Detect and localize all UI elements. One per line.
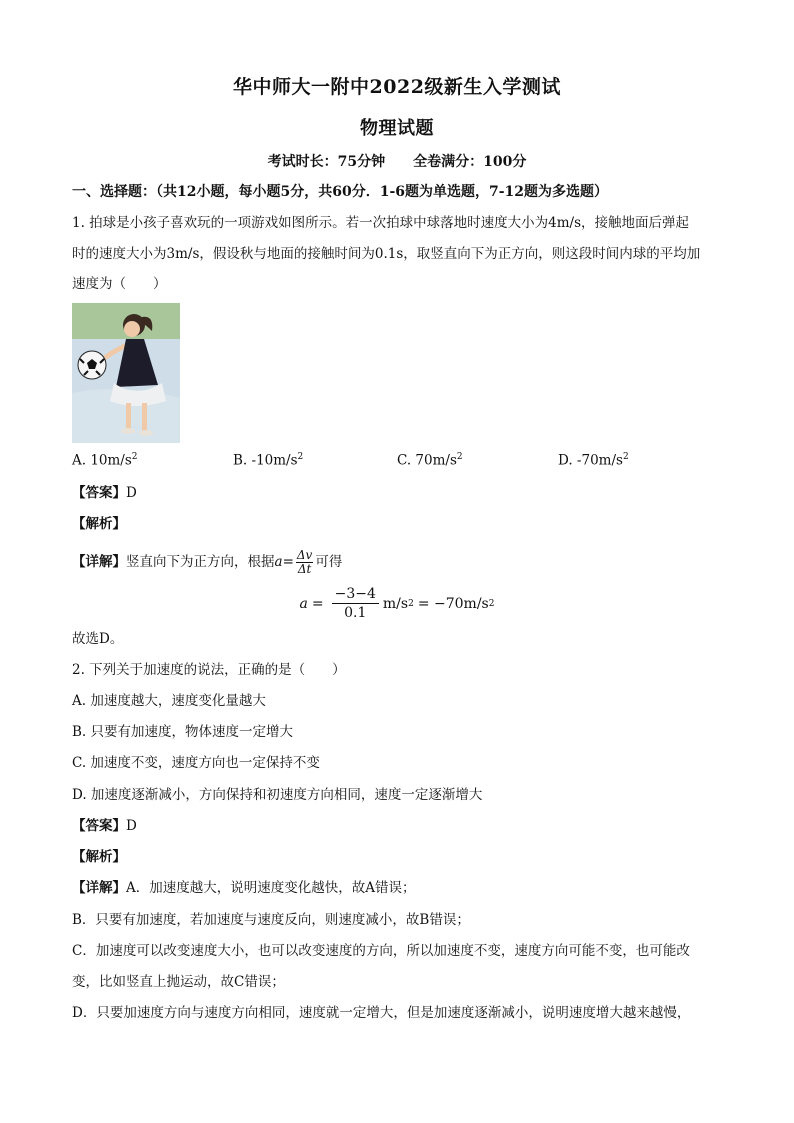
- q2-answer: 【答案】D: [72, 818, 137, 834]
- formula-fraction: $\frac{-3-4}{0.1}$: [332, 585, 379, 622]
- section-heading: 一、选择题：（共12小题，每小题5分，共60分．1-6题为单选题，7-12题为多选题）: [72, 184, 609, 200]
- q1-stem-line1: 1. 拍球是小孩子喜欢玩的一项游戏如图所示。若一次拍球中球落地时速度大小为4m/s，接触地面后弹起: [72, 215, 690, 231]
- q2-detail-b: B．只要有加速度，若加速度与速度反向，则速度减小，故B错误；: [72, 912, 470, 928]
- q2-detail-a: 【详解】A．加速度越大，说明速度变化越快，故A错误；: [72, 880, 416, 896]
- exam-info: [0, 151, 794, 171]
- q2-option-c[interactable]: C. 加速度不变，速度方向也一定保持不变: [72, 755, 320, 771]
- q1-options: [72, 452, 732, 472]
- q2-option-b[interactable]: B. 只要有加速度，物体速度一定增大: [72, 724, 294, 740]
- q1-option-d[interactable]: D. $-70m/s^2$: [558, 452, 629, 469]
- q1-photo: [72, 303, 180, 443]
- q1-stem-line2: 时的速度大小为3m/s，假设秋与地面的接触时间为0.1s，取竖直向下为正方向，则这段时间内球的平均加: [72, 246, 701, 262]
- q1-answer: 【答案】D: [72, 485, 137, 501]
- q2-option-d[interactable]: D. 加速度逐渐减小，方向保持和初速度方向相同，速度一定逐渐增大: [72, 787, 483, 803]
- exam-title: 华中师大一附中2022级新生入学测试: [233, 76, 561, 98]
- q2-detail-d: D．只要加速度方向与速度方向相同，速度就一定增大，但是加速度逐渐减小，说明速度增大越来越慢，: [72, 1005, 691, 1021]
- q2-detail-c-line1: C．加速度可以改变速度大小，也可以改变速度的方向，所以加速度不变，速度方向可能不变，也可能改: [72, 943, 690, 959]
- q1-detail: 【详解】竖直向下为正方向，根据a= $\frac{\Delta v}{\Delta t}$ 可得: [72, 548, 343, 576]
- q1-stem-line3: 速度为（ ）: [72, 276, 167, 292]
- q1-analysis-label: 【解析】: [72, 516, 126, 532]
- q2-option-a[interactable]: A. 加速度越大，速度变化量越大: [72, 693, 266, 709]
- inline-acceleration-formula: $\frac{\Delta v}{\Delta t}$: [296, 548, 313, 576]
- q1-display-formula: a = $\frac{-3-4}{0.1}$ m/s 2 = −70m/s 2: [299, 586, 495, 621]
- q1-option-b[interactable]: B. $-10m/s^2$: [233, 452, 304, 469]
- q1-option-c[interactable]: C. $70m/s^2$: [397, 452, 463, 469]
- subject-title: 物理试题: [360, 118, 434, 139]
- exam-duration: 考试时长：75分钟: [267, 154, 386, 170]
- q1-option-a[interactable]: A. $10m/s^2$: [72, 452, 138, 469]
- q2-analysis-label: 【解析】: [72, 849, 126, 865]
- q2-stem: 2. 下列关于加速度的说法，正确的是（ ）: [72, 662, 346, 678]
- q2-detail-c-line2: 变，比如竖直上抛运动，故C错误；: [72, 974, 285, 990]
- q1-conclusion: 故选D。: [72, 631, 124, 647]
- girl-with-ball-illustration: [72, 303, 180, 443]
- exam-total-score: 全卷满分：100分: [413, 154, 527, 170]
